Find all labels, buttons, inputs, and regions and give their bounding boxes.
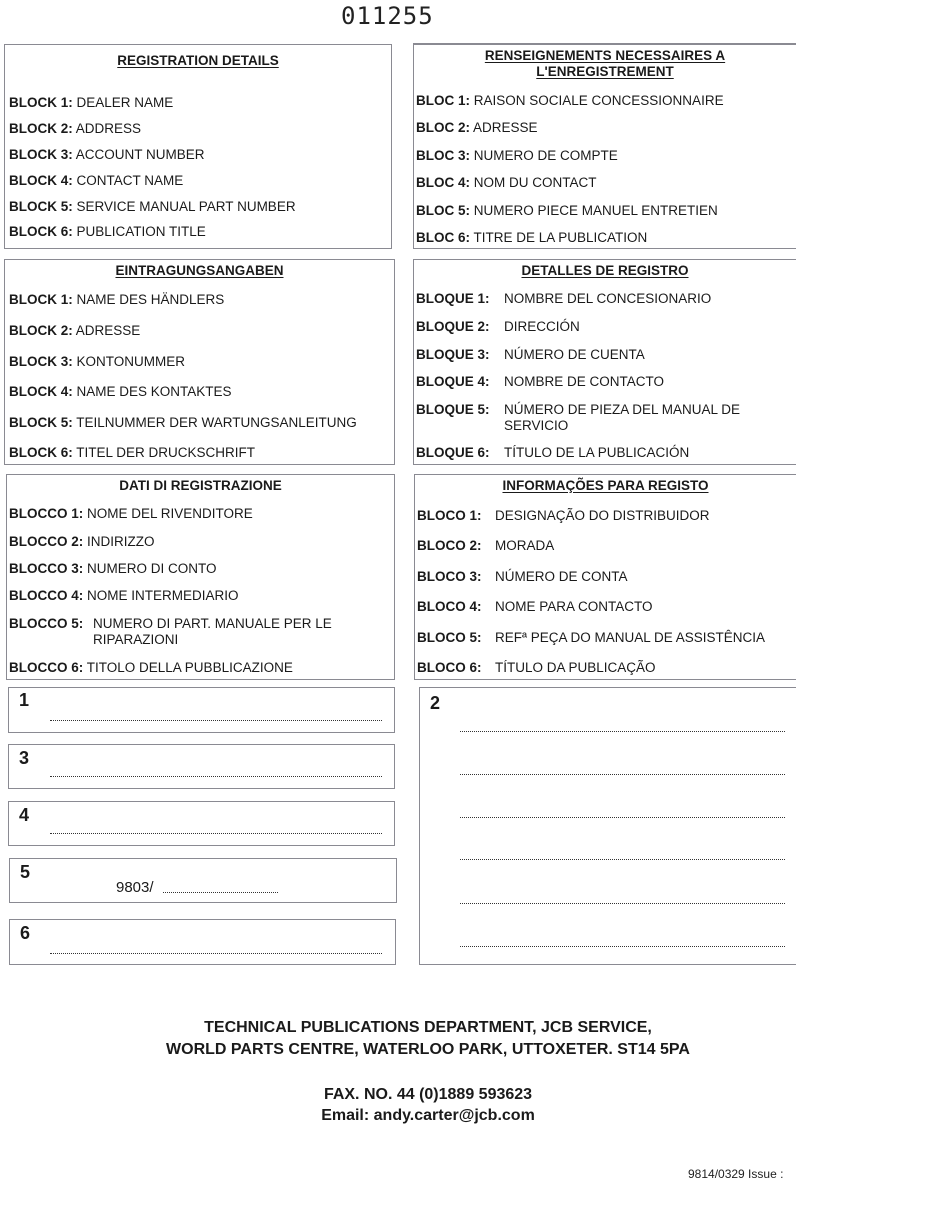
section-row: BLOCCO 1: NOME DEL RIVENDITORE bbox=[9, 506, 253, 521]
field-5-part-number bbox=[9, 858, 397, 903]
field-number: 6 bbox=[20, 923, 31, 943]
section-row: BLOQUE 6: TÍTULO DE LA PUBLICACIÓN bbox=[416, 445, 690, 460]
section-row: BLOCK 5: TEILNUMMER DER WARTUNGSANLEITUNG bbox=[9, 415, 357, 430]
field-1-input-line[interactable] bbox=[50, 720, 382, 721]
footer-address-line-2: WORLD PARTS CENTRE, WATERLOO PARK, UTTOXETER. ST14 5PA bbox=[166, 1041, 690, 1058]
section-row: BLOQUE 5: NÚMERO DE PIEZA DEL MANUAL DE SERVICIO bbox=[416, 402, 741, 433]
issue-reference: 9814/0329 Issue : bbox=[688, 1167, 784, 1181]
part-number-prefix: 9803/ bbox=[116, 879, 154, 896]
section-title: EINTRAGUNGSANGABEN bbox=[115, 263, 284, 278]
section-title: REGISTRATION DETAILS bbox=[117, 53, 279, 68]
section-row: BLOCO 2: MORADA bbox=[417, 538, 555, 553]
section-row: BLOCCO 2: INDIRIZZO bbox=[9, 534, 155, 549]
section-row: BLOC 5: NUMERO PIECE MANUEL ENTRETIEN bbox=[416, 203, 718, 218]
section-row: BLOCK 6: PUBLICATION TITLE bbox=[9, 224, 206, 239]
section-row: BLOCO 3: NÚMERO DE CONTA bbox=[417, 569, 628, 584]
section-title: DATI DI REGISTRAZIONE bbox=[119, 478, 282, 493]
section-row: BLOCCO 5: NUMERO DI PART. MANUALE PER LE RIPARAZIONI bbox=[9, 616, 332, 647]
section-row: BLOQUE 1: NOMBRE DEL CONCESIONARIO bbox=[416, 291, 712, 306]
section-english bbox=[4, 44, 392, 249]
field-3-input-line[interactable] bbox=[50, 776, 382, 777]
footer-address-line-1: TECHNICAL PUBLICATIONS DEPARTMENT, JCB SERVICE, bbox=[204, 1019, 652, 1036]
section-row: BLOCO 5: REFª PEÇA DO MANUAL DE ASSISTÊNCIA bbox=[417, 630, 766, 645]
section-row: BLOCK 4: CONTACT NAME bbox=[9, 173, 184, 188]
section-german bbox=[4, 259, 395, 465]
section-row: BLOQUE 2: DIRECCIÓN bbox=[416, 319, 580, 334]
field-2-address bbox=[419, 687, 796, 965]
section-row: BLOCK 4: NAME DES KONTAKTES bbox=[9, 384, 232, 399]
section-row: BLOQUE 3: NÚMERO DE CUENTA bbox=[416, 347, 645, 362]
field-number: 1 bbox=[19, 690, 30, 710]
section-row: BLOCK 2: ADRESSE bbox=[9, 323, 141, 338]
section-row: BLOC 2: ADRESSE bbox=[416, 120, 538, 135]
section-row: BLOCCO 6: TITOLO DELLA PUBBLICAZIONE bbox=[9, 660, 293, 675]
section-row: BLOCO 1: DESIGNAÇÃO DO DISTRIBUIDOR bbox=[417, 508, 710, 523]
section-row: BLOCK 1: NAME DES HÄNDLERS bbox=[9, 292, 225, 307]
field-4-input-line[interactable] bbox=[50, 833, 382, 834]
section-title-line1: RENSEIGNEMENTS NECESSAIRES A bbox=[484, 48, 726, 63]
field-6-input-line[interactable] bbox=[50, 953, 382, 954]
document-number: 011255 bbox=[341, 2, 434, 30]
section-title-line2: L'ENREGISTREMENT bbox=[536, 64, 674, 79]
field-6-publication-title bbox=[9, 919, 396, 965]
section-title: DETALLES DE REGISTRO bbox=[521, 263, 689, 278]
section-row: BLOCK 6: TITEL DER DRUCKSCHRIFT bbox=[9, 445, 256, 460]
field-2-input-line-4[interactable] bbox=[460, 859, 785, 860]
field-number: 5 bbox=[20, 862, 31, 882]
field-3-account-number bbox=[8, 744, 395, 789]
section-spanish bbox=[413, 259, 796, 465]
section-italian bbox=[6, 474, 395, 680]
section-row: BLOC 3: NUMERO DE COMPTE bbox=[416, 148, 618, 163]
section-row: BLOCK 3: KONTONUMMER bbox=[9, 354, 186, 369]
field-2-input-line-3[interactable] bbox=[460, 817, 785, 818]
field-number: 4 bbox=[19, 805, 30, 825]
section-row: BLOCK 5: SERVICE MANUAL PART NUMBER bbox=[9, 199, 296, 214]
section-row: BLOCCO 3: NUMERO DI CONTO bbox=[9, 561, 217, 576]
field-2-input-line-1[interactable] bbox=[460, 731, 785, 732]
field-5-input-line[interactable] bbox=[163, 892, 278, 893]
section-row: BLOC 6: TITRE DE LA PUBLICATION bbox=[416, 230, 648, 245]
section-row: BLOQUE 4: NOMBRE DE CONTACTO bbox=[416, 374, 665, 389]
field-number: 3 bbox=[19, 748, 30, 768]
field-2-input-line-6[interactable] bbox=[460, 946, 785, 947]
field-2-input-line-2[interactable] bbox=[460, 774, 785, 775]
footer-fax: FAX. NO. 44 (0)1889 593623 bbox=[323, 1086, 533, 1103]
footer-email[interactable]: Email: andy.carter@jcb.com bbox=[321, 1107, 535, 1124]
section-portuguese bbox=[414, 474, 796, 680]
section-row: BLOCCO 4: NOME INTERMEDIARIO bbox=[9, 588, 239, 603]
section-row: BLOC 1: RAISON SOCIALE CONCESSIONNAIRE bbox=[416, 93, 724, 108]
section-row: BLOCK 1: DEALER NAME bbox=[9, 95, 174, 110]
section-row: BLOCO 6: TÍTULO DA PUBLICAÇÃO bbox=[417, 660, 656, 675]
section-title: INFORMAÇÕES PARA REGISTO bbox=[502, 478, 709, 493]
field-number: 2 bbox=[430, 693, 441, 713]
field-1-dealer-name bbox=[8, 687, 395, 733]
section-row: BLOC 4: NOM DU CONTACT bbox=[416, 175, 597, 190]
field-2-input-line-5[interactable] bbox=[460, 903, 785, 904]
field-4-contact-name bbox=[8, 801, 395, 846]
section-french bbox=[413, 43, 796, 249]
section-row: BLOCK 2: ADDRESS bbox=[9, 121, 142, 136]
section-row: BLOCK 3: ACCOUNT NUMBER bbox=[9, 147, 205, 162]
section-row: BLOCO 4: NOME PARA CONTACTO bbox=[417, 599, 653, 614]
